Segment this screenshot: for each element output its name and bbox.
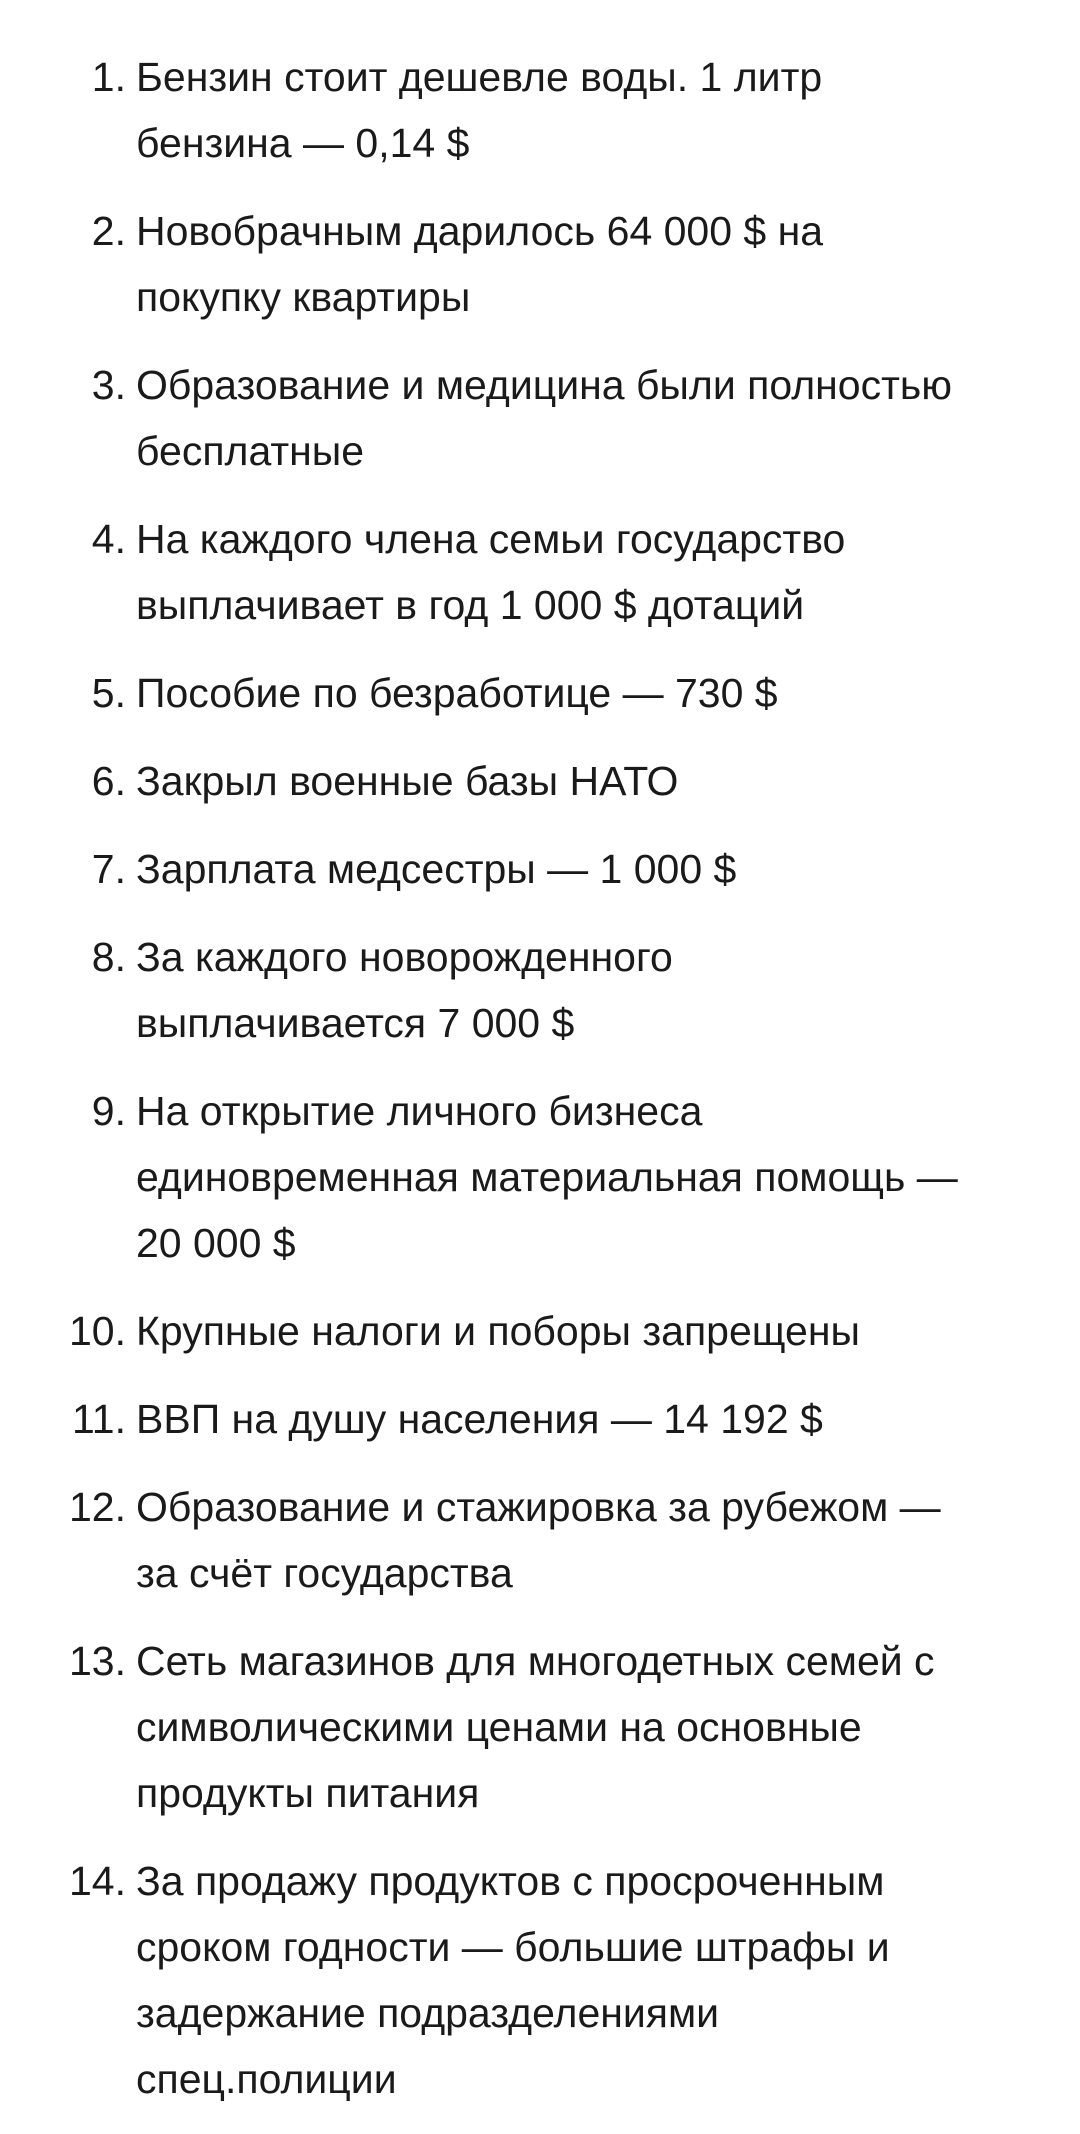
item-number: 2. xyxy=(91,208,126,254)
item-text: Образование и стажировка за рубежом — за счёт государства xyxy=(136,1484,941,1596)
item-number: 1. xyxy=(91,54,126,100)
item-number: 14. xyxy=(69,1858,126,1904)
item-text: Крупные налоги и поборы запрещены xyxy=(136,1308,860,1354)
item-text: ВВП на душу населения — 14 192 $ xyxy=(136,1396,823,1442)
list-item xyxy=(0,198,1080,330)
item-text: На каждого члена семьи государство выплачивает в год 1 000 $ дотаций xyxy=(136,516,846,628)
item-number: 8. xyxy=(91,934,126,980)
item-number: 5. xyxy=(91,670,126,716)
item-number: 6. xyxy=(91,758,126,804)
item-text: Пособие по безработице — 730 $ xyxy=(136,670,778,716)
item-text: За продажу продуктов с просроченным сроком годности — большие штрафы и задержание подразделениями спец.полиции xyxy=(136,1858,890,2102)
list-item xyxy=(0,924,1080,1056)
item-number: 4. xyxy=(91,516,126,562)
item-text: На открытие личного бизнеса единовременная материальная помощь — 20 000 $ xyxy=(136,1088,958,1266)
item-number: 7. xyxy=(91,846,126,892)
list-item xyxy=(0,660,1080,726)
list-item xyxy=(0,836,1080,902)
list-item xyxy=(0,1848,1080,2112)
item-text: За каждого новорожденного выплачивается 7 000 $ xyxy=(136,934,673,1046)
list-item xyxy=(0,44,1080,176)
item-number: 10. xyxy=(69,1308,126,1354)
list-item xyxy=(0,1474,1080,1606)
item-number: 11. xyxy=(72,1396,126,1442)
list-item xyxy=(0,748,1080,814)
item-number: 9. xyxy=(91,1088,126,1134)
numbered-list xyxy=(0,44,1080,2134)
list-item xyxy=(0,1628,1080,1826)
item-text: Образование и медицина были полностью бесплатные xyxy=(136,362,952,474)
item-number: 12. xyxy=(69,1484,126,1530)
item-number: 13. xyxy=(69,1638,126,1684)
item-text: Сеть магазинов для многодетных семей с символическими ценами на основные продукты питания xyxy=(136,1638,935,1816)
item-text: Закрыл военные базы НАТО xyxy=(136,758,679,804)
item-text: Зарплата медсестры — 1 000 $ xyxy=(136,846,737,892)
list-item xyxy=(0,1078,1080,1276)
item-number: 3. xyxy=(91,362,126,408)
item-text: Бензин стоит дешевле воды. 1 литр бензина — 0,14 $ xyxy=(136,54,823,166)
list-item xyxy=(0,506,1080,638)
item-text: Новобрачным дарилось 64 000 $ на покупку квартиры xyxy=(136,208,824,320)
list-item xyxy=(0,1386,1080,1452)
list-item xyxy=(0,1298,1080,1364)
list-item xyxy=(0,352,1080,484)
